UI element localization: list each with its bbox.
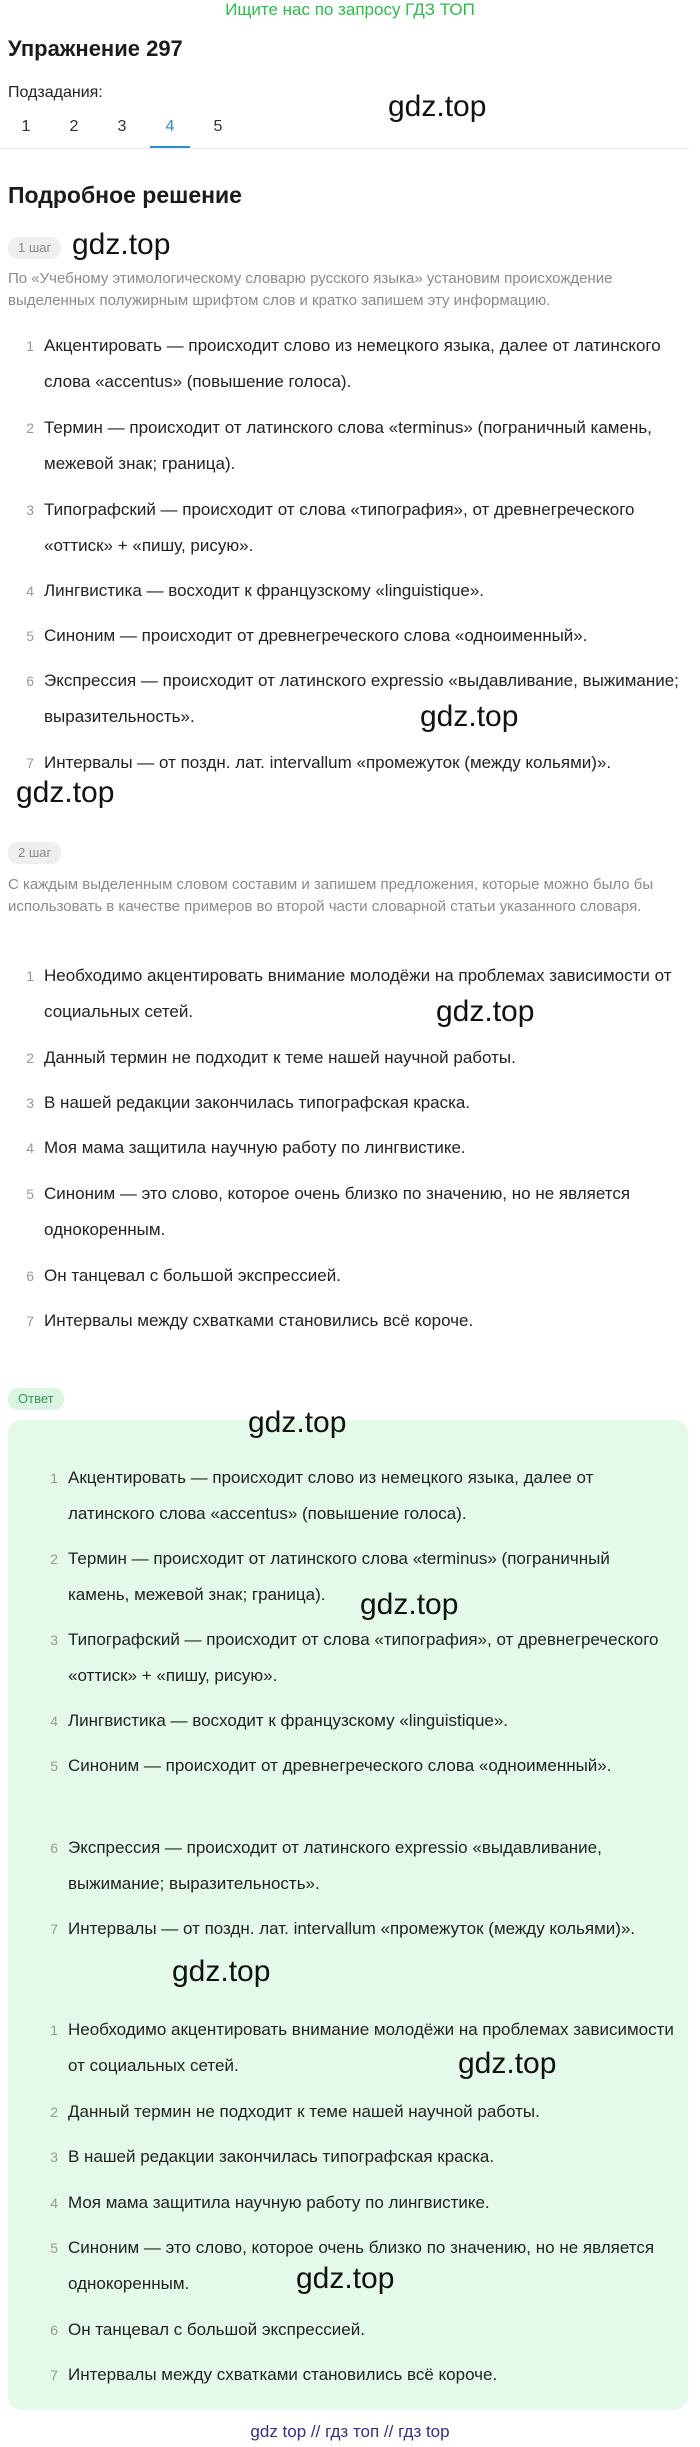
item-text: Типографский — происходит от слова «типография», от древнегреческого «оттиск» + «пишу, рисую». xyxy=(44,500,635,555)
tab-3[interactable]: 3 xyxy=(117,118,127,135)
footer-links[interactable]: gdz top // гдз топ // гдз top xyxy=(250,2422,450,2441)
tab-2[interactable]: 2 xyxy=(69,118,79,135)
item-number: 6 xyxy=(50,1840,58,1856)
item-number: 3 xyxy=(50,2149,58,2165)
item-number: 1 xyxy=(26,968,34,984)
item-text: Данный термин не подходит к теме нашей научной работы. xyxy=(68,2102,540,2121)
item-number: 4 xyxy=(50,2195,58,2211)
item-text: Интервалы между схватками становились всё короче. xyxy=(44,1311,474,1330)
tab-5[interactable]: 5 xyxy=(213,118,223,135)
item-number: 2 xyxy=(50,1551,58,1567)
watermark: gdz.top xyxy=(388,90,487,123)
item-text: Необходимо акцентировать внимание молодёжи на проблемах зависимости от социальных сетей. xyxy=(44,966,672,1021)
item-number: 1 xyxy=(50,2022,58,2038)
item-number: 2 xyxy=(50,2104,58,2120)
item-text: Моя мама защитила научную работу по лингвистике. xyxy=(68,2193,490,2212)
item-text: Типографский — происходит от слова «типография», от древнегреческого «оттиск» + «пишу, рисую». xyxy=(68,1630,659,1685)
item-number: 3 xyxy=(50,1632,58,1648)
watermark: gdz.top xyxy=(420,700,519,733)
item-text: Лингвистика — восходит к французскому «linguistique». xyxy=(44,581,485,600)
tab-1[interactable]: 1 xyxy=(21,118,31,135)
item-text: Акцентировать — происходит слово из немецкого языка, далее от латинского слова «accentus» (повышение голоса). xyxy=(44,336,661,391)
step-2-intro: С каждым выделенным словом составим и запишем предложения, которые можно было бы использовать в качестве примеров во второй части словарной статьи указанного словаря. xyxy=(8,876,654,915)
item-text: Интервалы — от поздн. лат. intervallum «промежуток (между кольями)». xyxy=(44,753,612,772)
item-text: Экспрессия — происходит от латинского expressio «выдавливание, выжимание; выразительность». xyxy=(68,1838,602,1893)
item-text: Данный термин не подходит к теме нашей научной работы. xyxy=(44,1048,516,1067)
item-text: Синоним — это слово, которое очень близко по значению, но не является однокоренным. xyxy=(44,1184,631,1239)
step-1-intro: По «Учебному этимологическому словарю русского языка» установим происхождение выделенных полужирным шрифтом слов и кратко запишем эту информацию. xyxy=(8,270,613,309)
item-text: Необходимо акцентировать внимание молодёжи на проблемах зависимости от социальных сетей. xyxy=(68,2020,674,2075)
page-title: Упражнение 297 xyxy=(8,36,183,61)
top-banner: Ищите нас по запросу ГДЗ ТОП xyxy=(225,0,475,19)
watermark: gdz.top xyxy=(172,1955,271,1988)
item-text: Экспрессия — происходит от латинского expressio «выдавливание, выжимание; выразительность». xyxy=(44,671,679,726)
item-number: 4 xyxy=(26,1140,34,1156)
step-2-badge: 2 шаг xyxy=(8,842,61,864)
watermark: gdz.top xyxy=(360,1588,459,1621)
item-number: 7 xyxy=(26,1313,34,1329)
item-number: 5 xyxy=(50,1758,58,1774)
item-text: Интервалы между схватками становились всё короче. xyxy=(68,2365,498,2384)
item-number: 4 xyxy=(50,1713,58,1729)
solution-title: Подробное решение xyxy=(8,182,242,208)
step-1-badge: 1 шаг xyxy=(8,237,61,259)
item-text: Синоним — происходит от древнегреческого слова «одноименный». xyxy=(44,626,588,645)
watermark: gdz.top xyxy=(16,776,115,809)
item-number: 1 xyxy=(26,338,34,354)
watermark: gdz.top xyxy=(458,2047,557,2080)
item-text: Акцентировать — происходит слово из немецкого языка, далее от латинского слова «accentus» (повышение голоса). xyxy=(68,1468,594,1523)
watermark: gdz.top xyxy=(248,1406,347,1439)
item-text: Термин — происходит от латинского слова «terminus» (пограничный камень, межевой знак; граница). xyxy=(44,418,652,473)
item-number: 1 xyxy=(50,1470,58,1486)
item-number: 2 xyxy=(26,420,34,436)
item-text: В нашей редакции закончилась типографская краска. xyxy=(68,2147,495,2166)
item-text: Лингвистика — восходит к французскому «linguistique». xyxy=(68,1711,509,1730)
item-number: 6 xyxy=(50,2322,58,2338)
item-number: 5 xyxy=(26,1186,34,1202)
item-text: Моя мама защитила научную работу по лингвистике. xyxy=(44,1138,466,1157)
subtask-tabs xyxy=(0,108,690,149)
item-number: 7 xyxy=(26,755,34,771)
item-text: Он танцевал с большой экспрессией. xyxy=(44,1266,341,1285)
item-text: В нашей редакции закончилась типографская краска. xyxy=(44,1093,471,1112)
item-text: Интервалы — от поздн. лат. intervallum «промежуток (между кольями)». xyxy=(68,1919,636,1938)
watermark: gdz.top xyxy=(72,228,171,261)
item-text: Термин — происходит от латинского слова «terminus» (пограничный камень, межевой знак; граница). xyxy=(68,1549,610,1604)
item-number: 2 xyxy=(26,1050,34,1066)
item-text: Синоним — это слово, которое очень близко по значению, но не является однокоренным. xyxy=(68,2238,655,2293)
item-number: 5 xyxy=(26,628,34,644)
item-text: Он танцевал с большой экспрессией. xyxy=(68,2320,365,2339)
watermark: gdz.top xyxy=(436,995,535,1028)
item-number: 7 xyxy=(50,1921,58,1937)
item-number: 7 xyxy=(50,2367,58,2383)
tab-4[interactable]: 4 xyxy=(150,108,190,148)
item-number: 4 xyxy=(26,583,34,599)
item-number: 6 xyxy=(26,1268,34,1284)
item-number: 5 xyxy=(50,2240,58,2256)
answer-badge: Ответ xyxy=(8,1388,64,1410)
watermark: gdz.top xyxy=(296,2262,395,2295)
item-number: 3 xyxy=(26,1095,34,1111)
item-text: Синоним — происходит от древнегреческого слова «одноименный». xyxy=(68,1756,612,1775)
subtasks-label: Подзадания: xyxy=(8,84,103,101)
item-number: 6 xyxy=(26,673,34,689)
item-number: 3 xyxy=(26,502,34,518)
